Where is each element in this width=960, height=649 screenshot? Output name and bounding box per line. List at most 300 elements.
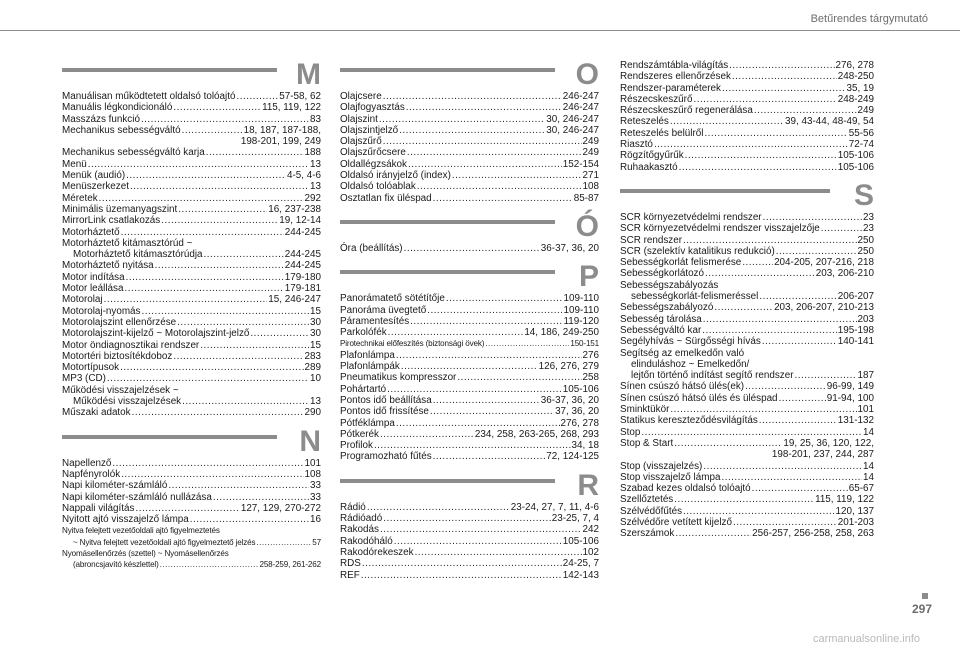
entry-term: Oldalsó tolóablak bbox=[340, 181, 416, 193]
dot-leader bbox=[776, 246, 857, 257]
entry-page-numbers: 203, 206-210 bbox=[815, 268, 874, 280]
dot-leader bbox=[250, 328, 309, 339]
index-entry bbox=[340, 418, 599, 429]
entry-page-numbers: 204-205, 207-216, 218 bbox=[774, 257, 874, 269]
entry-page-numbers: 195-198 bbox=[837, 324, 874, 336]
index-entry bbox=[340, 305, 599, 316]
dot-leader bbox=[485, 338, 569, 349]
entry-page-numbers: 248-249 bbox=[837, 93, 874, 105]
index-entry bbox=[62, 469, 321, 480]
entry-page-numbers: 234, 258, 263-265, 268, 293 bbox=[474, 428, 599, 440]
entry-page-numbers: 55-56 bbox=[848, 127, 874, 139]
entry-term: Olajszűrő bbox=[340, 136, 382, 148]
entry-term: Szélvédőre vetített kijelző bbox=[620, 516, 732, 528]
entry-term: Sínen csúszó hátsó ülés(ek) bbox=[620, 381, 745, 393]
index-entry bbox=[620, 302, 874, 313]
dot-leader bbox=[173, 102, 261, 113]
entry-page-numbers: 244-245 bbox=[284, 249, 321, 261]
dot-leader bbox=[387, 384, 562, 395]
entry-page-numbers: 115, 119, 122 bbox=[815, 494, 874, 506]
index-section bbox=[340, 60, 599, 204]
dot-leader bbox=[120, 362, 303, 373]
dot-leader bbox=[670, 116, 784, 127]
dot-leader bbox=[126, 170, 286, 181]
entry-term: lejtőn történő indítást segítő rendszer bbox=[631, 370, 794, 382]
entry-term: Rakodás bbox=[340, 524, 379, 536]
index-entry bbox=[62, 480, 321, 491]
entry-page-numbers: 57 bbox=[312, 537, 321, 547]
index-entry bbox=[340, 316, 599, 327]
section-header bbox=[340, 262, 599, 293]
index-entry-continuation: Működési visszajelzések ~ bbox=[62, 384, 179, 396]
index-entry bbox=[62, 537, 321, 548]
index-entry bbox=[62, 407, 321, 418]
entry-term: Masszázs funkció bbox=[62, 113, 140, 125]
dot-leader bbox=[452, 170, 582, 181]
dot-leader bbox=[155, 260, 284, 271]
section-letter: S bbox=[853, 178, 874, 212]
entry-term: Motorolaj bbox=[62, 294, 103, 306]
index-entry bbox=[62, 373, 321, 384]
index-entry bbox=[620, 506, 874, 517]
index-column-3 bbox=[620, 60, 874, 548]
dot-leader bbox=[641, 427, 862, 438]
index-entry bbox=[620, 325, 874, 336]
index-entry bbox=[62, 102, 321, 113]
dot-leader bbox=[430, 406, 554, 417]
entry-term: Oldalsó irányjelző (index) bbox=[340, 170, 451, 182]
entry-term: Stop (visszajelzés) bbox=[620, 460, 703, 472]
entry-page-numbers: 108 bbox=[582, 181, 599, 193]
entry-page-numbers: 203 bbox=[857, 313, 874, 325]
section-letter: Ó bbox=[575, 209, 599, 243]
entry-term: Működési visszajelzések bbox=[73, 396, 182, 408]
dot-leader bbox=[433, 451, 546, 462]
entry-page-numbers: 33 bbox=[310, 480, 321, 492]
entry-term: Olajcsere bbox=[340, 91, 382, 102]
dot-leader bbox=[396, 418, 560, 429]
dot-leader bbox=[256, 537, 311, 548]
entry-page-numbers: 108 bbox=[304, 468, 321, 480]
entry-term: Sínen csúszó hátsó ülés és üléspad bbox=[620, 392, 778, 404]
entry-term: Mechanikus sebességváltó karja bbox=[62, 147, 205, 159]
index-entry bbox=[620, 472, 874, 483]
index-entry bbox=[340, 547, 599, 558]
entry-term: Pirotechnikai előfeszítés (biztonsági övek) bbox=[340, 339, 485, 349]
entry-page-numbers: 249 bbox=[582, 136, 599, 148]
entry-page-numbers: 13 bbox=[310, 158, 321, 170]
index-entry bbox=[62, 181, 321, 192]
entry-term: Műszaki adatok bbox=[62, 407, 131, 419]
index-entry bbox=[620, 427, 874, 438]
index-entry bbox=[62, 227, 321, 238]
index-entry bbox=[62, 193, 321, 204]
section-header-bar bbox=[340, 270, 555, 274]
index-entry bbox=[62, 559, 321, 570]
entry-page-numbers: 15 bbox=[310, 305, 321, 317]
dot-leader bbox=[745, 381, 826, 392]
dot-leader bbox=[182, 396, 309, 407]
index-entry bbox=[340, 114, 599, 125]
entry-term: Sminktükör bbox=[620, 404, 670, 416]
dot-leader bbox=[213, 492, 309, 503]
entry-page-numbers: 115, 119, 122 bbox=[262, 102, 321, 114]
dot-leader bbox=[124, 283, 283, 294]
index-entry bbox=[340, 361, 599, 372]
dot-leader bbox=[754, 105, 857, 116]
index-entry bbox=[62, 170, 321, 181]
entry-page-numbers: 109-110 bbox=[563, 293, 599, 305]
section-header bbox=[62, 60, 321, 91]
section-header-bar bbox=[340, 68, 555, 72]
section-letter: O bbox=[575, 58, 599, 91]
dot-leader bbox=[408, 159, 562, 170]
entry-page-numbers: 105-106 bbox=[837, 161, 874, 173]
entry-page-numbers: 23-25, 7, 4 bbox=[551, 513, 599, 525]
dot-leader bbox=[415, 547, 582, 558]
entry-term: RDS bbox=[340, 558, 361, 570]
index-entry bbox=[340, 147, 599, 158]
index-entry bbox=[62, 340, 321, 351]
dot-leader bbox=[388, 327, 524, 338]
entry-term: Menük (audió) bbox=[62, 170, 126, 182]
dot-leader bbox=[182, 125, 243, 136]
entry-term: SCR környezetvédelmi rendszer bbox=[620, 211, 762, 223]
entry-page-numbers: 15 bbox=[310, 339, 321, 351]
entry-term: Napfényrolók bbox=[62, 468, 121, 480]
entry-term: Osztatlan fix üléspad bbox=[340, 192, 432, 204]
dot-leader bbox=[362, 558, 562, 569]
index-entry bbox=[62, 294, 321, 305]
entry-page-numbers: 18, 187, 187-188, bbox=[243, 124, 321, 136]
index-entry bbox=[620, 71, 874, 82]
entry-page-numbers: 16, 237-238 bbox=[268, 203, 321, 215]
entry-term: Stop visszajelző lámpa bbox=[620, 471, 721, 483]
dot-leader bbox=[752, 483, 848, 494]
entry-term: Minimális üzemanyagszint bbox=[62, 203, 178, 215]
entry-term: Olajfogyasztás bbox=[340, 102, 405, 114]
entry-page-numbers: 30, 246-247 bbox=[546, 124, 599, 136]
dot-leader bbox=[177, 317, 309, 328]
entry-page-numbers: 34, 18 bbox=[571, 440, 599, 452]
index-entry bbox=[340, 327, 599, 338]
entry-page-numbers: 271 bbox=[582, 170, 599, 182]
dot-leader bbox=[446, 293, 563, 304]
dot-leader bbox=[204, 249, 284, 260]
dot-leader bbox=[107, 373, 309, 384]
entry-page-numbers: 23-24, 27, 7, 11, 4-6 bbox=[510, 501, 599, 513]
entry-term: Rakodóháló bbox=[340, 535, 393, 547]
index-entry bbox=[620, 150, 874, 161]
dot-leader bbox=[404, 243, 540, 254]
index-entry bbox=[620, 116, 874, 127]
dot-leader bbox=[380, 429, 474, 440]
dot-leader bbox=[112, 458, 303, 469]
dot-leader bbox=[721, 472, 862, 483]
entry-page-numbers: 39, 43-44, 48-49, 54 bbox=[785, 116, 874, 128]
entry-page-numbers: 246-247 bbox=[562, 102, 599, 114]
entry-page-numbers: 276, 278 bbox=[560, 417, 599, 429]
index-entry bbox=[340, 338, 599, 349]
dot-leader bbox=[104, 294, 268, 305]
entry-term: Rádió bbox=[340, 501, 366, 513]
index-entry bbox=[340, 181, 599, 192]
index-entry bbox=[620, 223, 874, 234]
entry-term: Pótféklámpa bbox=[340, 417, 395, 429]
index-entry bbox=[62, 215, 321, 226]
dot-leader bbox=[670, 404, 856, 415]
index-entry bbox=[62, 272, 321, 283]
section-letter: P bbox=[578, 260, 599, 294]
index-entry bbox=[62, 283, 321, 294]
index-entry bbox=[340, 193, 599, 204]
entry-page-numbers: 36-37, 36, 20 bbox=[540, 242, 599, 254]
dot-leader bbox=[367, 502, 510, 513]
entry-term: Szellőztetés bbox=[620, 494, 674, 506]
entry-term: (abroncsjavító készlettel) bbox=[73, 560, 159, 570]
entry-page-numbers: 4-5, 4-6 bbox=[286, 170, 321, 182]
entry-page-numbers: 10 bbox=[310, 373, 321, 385]
entry-term: REF bbox=[340, 569, 360, 581]
entry-page-numbers: 65-67 bbox=[848, 483, 874, 495]
index-entry bbox=[340, 429, 599, 440]
entry-term: ~ Nyitva felejtett vezetőoldali ajtó figyelmeztető jelzés bbox=[73, 537, 256, 547]
index-entry bbox=[620, 291, 874, 302]
entry-term: Rendszámtábla-világítás bbox=[620, 60, 729, 71]
section-header bbox=[340, 60, 599, 91]
dot-leader bbox=[759, 291, 836, 302]
section-header bbox=[340, 209, 599, 243]
index-entry bbox=[340, 243, 599, 254]
entry-page-numbers: 57-58, 62 bbox=[279, 91, 321, 102]
entry-page-numbers: 14, 186, 249-250 bbox=[524, 327, 599, 339]
dot-leader bbox=[380, 524, 582, 535]
dot-leader bbox=[679, 162, 837, 173]
dot-leader bbox=[141, 114, 309, 125]
index-entry bbox=[620, 381, 874, 392]
index-entry bbox=[340, 136, 599, 147]
dot-leader bbox=[168, 480, 309, 491]
index-entry bbox=[62, 306, 321, 317]
entry-term: Rendszer-paraméterek bbox=[620, 82, 721, 94]
entry-term: Motorolajszint ellenőrzése bbox=[62, 316, 177, 328]
dot-leader bbox=[675, 528, 751, 539]
index-entry bbox=[620, 235, 874, 246]
entry-page-numbers: 276 bbox=[582, 349, 599, 361]
index-entry-continuation: 198-201, 199, 249 bbox=[240, 136, 321, 148]
index-entry bbox=[62, 260, 321, 271]
dot-leader bbox=[130, 181, 309, 192]
entry-page-numbers: 201-203 bbox=[837, 516, 874, 528]
entry-term: MP3 (CD) bbox=[62, 373, 106, 385]
section-letter: R bbox=[577, 468, 599, 502]
section-header bbox=[62, 424, 321, 458]
dot-leader bbox=[457, 372, 581, 383]
entry-page-numbers: 250 bbox=[857, 245, 874, 257]
entry-term: SCR környezetvédelmi rendszer visszajelzője bbox=[620, 223, 820, 235]
section-header bbox=[340, 468, 599, 502]
dot-leader bbox=[733, 517, 837, 528]
entry-page-numbers: 109-110 bbox=[563, 304, 599, 316]
index-entry bbox=[340, 372, 599, 383]
entry-page-numbers: 23 bbox=[863, 223, 874, 235]
entry-term: Motortípusok bbox=[62, 362, 120, 374]
dot-leader bbox=[427, 305, 562, 316]
index-entry bbox=[340, 350, 599, 361]
entry-term: Motorháztető nyitása bbox=[62, 260, 154, 272]
entry-term: Pontos idő frissítése bbox=[340, 406, 429, 418]
entry-term: Panorámatető sötétítője bbox=[340, 293, 445, 305]
dot-leader bbox=[433, 193, 573, 204]
index-column-2 bbox=[340, 60, 599, 589]
entry-term: Motortéri biztosítékdoboz bbox=[62, 350, 173, 362]
entry-page-numbers: 30, 246-247 bbox=[546, 113, 599, 125]
index-entry bbox=[340, 440, 599, 451]
dot-leader bbox=[88, 159, 309, 170]
entry-term: MirrorLink csatlakozás bbox=[62, 215, 161, 227]
entry-page-numbers: 142-143 bbox=[562, 569, 599, 581]
entry-page-numbers: 72-74 bbox=[848, 139, 874, 151]
entry-page-numbers: 131-132 bbox=[837, 415, 874, 427]
entry-page-numbers: 101 bbox=[857, 404, 874, 416]
index-entry bbox=[620, 404, 874, 415]
index-entry bbox=[340, 91, 599, 102]
index-entry-continuation: Nyitva felejtett vezetőoldali ajtó figyelmeztetés bbox=[62, 526, 220, 536]
entry-term: Plafonlámpa bbox=[340, 349, 395, 361]
index-entry bbox=[620, 494, 874, 505]
entry-term: Sebességkorlátozó bbox=[620, 268, 704, 280]
dot-leader bbox=[722, 83, 846, 94]
entry-term: Olajszintjelző bbox=[340, 124, 399, 136]
section-header-bar bbox=[62, 435, 277, 439]
index-section bbox=[620, 60, 874, 173]
index-entry bbox=[62, 492, 321, 503]
entry-page-numbers: 249 bbox=[857, 105, 874, 117]
entry-page-numbers: 16 bbox=[310, 514, 321, 526]
dot-leader bbox=[821, 223, 862, 234]
entry-page-numbers: 187 bbox=[857, 370, 874, 382]
index-entry bbox=[62, 503, 321, 514]
dot-leader bbox=[683, 506, 835, 517]
entry-page-numbers: 258-259, 261-262 bbox=[259, 560, 321, 570]
entry-term: Plafonlámpák bbox=[340, 361, 400, 373]
dot-leader bbox=[654, 139, 848, 150]
entry-term: SCR (szelektív katalitikus redukció) bbox=[620, 245, 775, 257]
dot-leader bbox=[729, 60, 834, 71]
index-section bbox=[340, 262, 599, 462]
dot-leader bbox=[206, 147, 304, 158]
entry-page-numbers: 72, 124-125 bbox=[546, 451, 599, 463]
index-section bbox=[340, 468, 599, 581]
dot-leader bbox=[763, 212, 862, 223]
dot-leader bbox=[383, 136, 582, 147]
entry-term: Motorolajszint-kijelző ~ Motorolajszint-jelző bbox=[62, 328, 250, 340]
entry-term: Stop & Start bbox=[620, 437, 674, 449]
page-number: 297 bbox=[911, 602, 932, 616]
entry-term: Oldallégzsákok bbox=[340, 158, 407, 170]
entry-page-numbers: 292 bbox=[304, 192, 321, 204]
index-entry bbox=[340, 170, 599, 181]
entry-page-numbers: 290 bbox=[304, 407, 321, 419]
dot-leader bbox=[161, 215, 278, 226]
index-column-1 bbox=[62, 60, 321, 579]
dot-leader bbox=[401, 361, 538, 372]
entry-term: Ruhaakasztó bbox=[620, 161, 678, 173]
dot-leader bbox=[126, 272, 284, 283]
index-entry bbox=[620, 268, 874, 279]
entry-term: Menü bbox=[62, 158, 87, 170]
index-entry bbox=[340, 570, 599, 581]
dot-leader bbox=[135, 503, 239, 514]
entry-page-numbers: 85-87 bbox=[573, 192, 599, 204]
index-entry-continuation: Sebességszabályozás bbox=[620, 279, 719, 291]
entry-term: Rakodórekeszek bbox=[340, 546, 414, 558]
dot-leader bbox=[683, 235, 857, 246]
entry-term: Olajszint bbox=[340, 113, 378, 125]
section-header-bar bbox=[340, 479, 555, 483]
index-entry bbox=[62, 458, 321, 469]
index-entry bbox=[62, 396, 321, 407]
entry-term: SCR rendszer bbox=[620, 234, 683, 246]
index-entry bbox=[620, 461, 874, 472]
entry-page-numbers: 19, 12-14 bbox=[279, 215, 321, 227]
entry-page-numbers: 105-106 bbox=[562, 535, 599, 547]
entry-term: Méretek bbox=[62, 192, 98, 204]
section-letter: N bbox=[299, 424, 321, 458]
section-letter: M bbox=[296, 58, 321, 91]
index-entry bbox=[620, 483, 874, 494]
entry-term: Óra (beállítás) bbox=[340, 242, 403, 254]
index-entry bbox=[620, 528, 874, 539]
entry-page-numbers: 276, 278 bbox=[835, 60, 874, 71]
index-entry bbox=[340, 524, 599, 535]
entry-page-numbers: 102 bbox=[582, 546, 599, 558]
index-section bbox=[620, 178, 874, 540]
dot-leader bbox=[674, 494, 814, 505]
dot-leader bbox=[379, 114, 545, 125]
dot-leader bbox=[794, 370, 856, 381]
index-entry bbox=[340, 102, 599, 113]
index-entry bbox=[62, 114, 321, 125]
index-entry bbox=[620, 60, 874, 71]
index-entry bbox=[340, 451, 599, 462]
index-entry bbox=[340, 513, 599, 524]
entry-term: Motor indítása bbox=[62, 271, 125, 283]
entry-page-numbers: 33 bbox=[310, 491, 321, 503]
index-entry bbox=[620, 415, 874, 426]
dot-leader bbox=[702, 325, 837, 336]
index-entry bbox=[620, 370, 874, 381]
entry-term: Pneumatikus kompresszor bbox=[340, 372, 457, 384]
index-entry bbox=[620, 438, 874, 449]
entry-page-numbers: 206-207 bbox=[837, 291, 874, 303]
dot-leader bbox=[407, 147, 582, 158]
dot-leader bbox=[693, 94, 836, 105]
index-entry bbox=[340, 395, 599, 406]
index-entry bbox=[620, 83, 874, 94]
entry-page-numbers: 179-181 bbox=[284, 283, 321, 295]
entry-term: Motor öndiagnosztikai rendszer bbox=[62, 339, 200, 351]
entry-page-numbers: 179-180 bbox=[284, 271, 321, 283]
entry-term: Pontos idő beállítása bbox=[340, 394, 432, 406]
section-header-bar bbox=[620, 189, 830, 193]
entry-page-numbers: 14 bbox=[863, 471, 874, 483]
entry-page-numbers: 140-141 bbox=[837, 336, 874, 348]
entry-page-numbers: 30 bbox=[310, 316, 321, 328]
entry-term: Rádióadó bbox=[340, 513, 383, 525]
index-section bbox=[62, 424, 321, 571]
entry-page-numbers: 244-245 bbox=[284, 260, 321, 272]
